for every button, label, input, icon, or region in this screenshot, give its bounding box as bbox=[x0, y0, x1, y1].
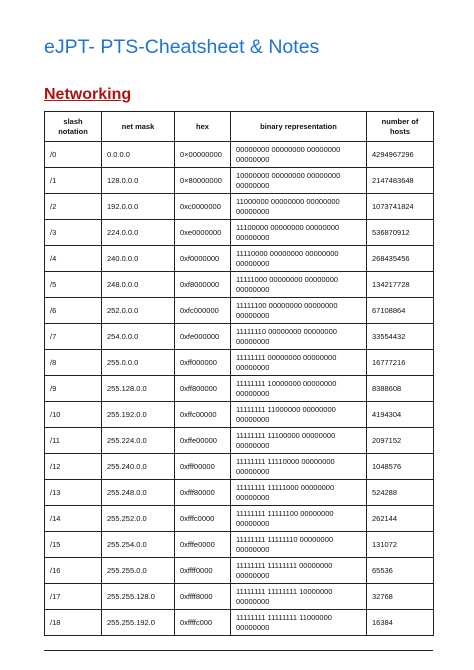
cell-binary: 11111111 11111111 00000000 00000000 bbox=[231, 558, 367, 584]
cell-slash: /2 bbox=[45, 194, 102, 220]
cell-binary: 11111111 10000000 00000000 00000000 bbox=[231, 376, 367, 402]
cell-netmask: 255.255.128.0 bbox=[102, 584, 175, 610]
cell-binary: 11111111 11110000 00000000 00000000 bbox=[231, 454, 367, 480]
cell-hex: 0xfe000000 bbox=[175, 324, 231, 350]
cell-netmask: 255.192.0.0 bbox=[102, 402, 175, 428]
table-row bbox=[45, 480, 434, 506]
cell-hex: 0xffe00000 bbox=[175, 428, 231, 454]
cell-hex: 0xe0000000 bbox=[175, 220, 231, 246]
cell-binary: 11111111 11111111 11000000 00000000 bbox=[231, 610, 367, 636]
cell-netmask: 255.128.0.0 bbox=[102, 376, 175, 402]
section-heading: Networking bbox=[44, 86, 132, 103]
cell-binary: 11111000 00000000 00000000 00000000 bbox=[231, 272, 367, 298]
table-row bbox=[45, 168, 434, 194]
cell-slash: /10 bbox=[45, 402, 102, 428]
header-text: hex bbox=[196, 121, 209, 131]
cell-slash: /16 bbox=[45, 558, 102, 584]
cell-hex: 0xf0000000 bbox=[175, 246, 231, 272]
header-net-mask bbox=[102, 112, 175, 142]
cell-hosts: 131072 bbox=[367, 532, 434, 558]
cell-binary: 11111111 11111100 00000000 00000000 bbox=[231, 506, 367, 532]
cell-hex: 0xffffc000 bbox=[175, 610, 231, 636]
cell-binary: 11111111 11111111 10000000 00000000 bbox=[231, 584, 367, 610]
cell-netmask: 0.0.0.0 bbox=[102, 142, 175, 168]
cell-slash: /14 bbox=[45, 506, 102, 532]
cell-netmask: 255.255.0.0 bbox=[102, 558, 175, 584]
cell-hex: 0xfff80000 bbox=[175, 480, 231, 506]
header-text: notation bbox=[58, 126, 88, 136]
cell-slash: /17 bbox=[45, 584, 102, 610]
header-text: slash bbox=[63, 116, 83, 126]
cell-netmask: 255.0.0.0 bbox=[102, 350, 175, 376]
cell-netmask: 240.0.0.0 bbox=[102, 246, 175, 272]
cell-hex: 0xf8000000 bbox=[175, 272, 231, 298]
cell-hex: 0xc0000000 bbox=[175, 194, 231, 220]
table-row bbox=[45, 194, 434, 220]
table-body bbox=[45, 142, 434, 636]
cell-hosts: 67108864 bbox=[367, 298, 434, 324]
cell-binary: 11111111 11000000 00000000 00000000 bbox=[231, 402, 367, 428]
cell-netmask: 254.0.0.0 bbox=[102, 324, 175, 350]
cell-hosts: 8388608 bbox=[367, 376, 434, 402]
cell-slash: /3 bbox=[45, 220, 102, 246]
cell-binary: 11000000 00000000 00000000 00000000 bbox=[231, 194, 367, 220]
cell-hex: 0xff000000 bbox=[175, 350, 231, 376]
cell-netmask: 255.254.0.0 bbox=[102, 532, 175, 558]
cell-netmask: 255.224.0.0 bbox=[102, 428, 175, 454]
header-binary-representation bbox=[231, 112, 367, 142]
cell-slash: /8 bbox=[45, 350, 102, 376]
table-row bbox=[45, 142, 434, 168]
header-text: hosts bbox=[389, 126, 410, 136]
cell-hex: 0×80000000 bbox=[175, 168, 231, 194]
header-text: number of bbox=[381, 116, 419, 126]
cell-hosts: 33554432 bbox=[367, 324, 434, 350]
cell-netmask: 255.252.0.0 bbox=[102, 506, 175, 532]
cell-slash: /11 bbox=[45, 428, 102, 454]
table-row bbox=[45, 402, 434, 428]
cell-netmask: 255.248.0.0 bbox=[102, 480, 175, 506]
cell-netmask: 248.0.0.0 bbox=[102, 272, 175, 298]
document-title: eJPT- PTS-Cheatsheet & Notes bbox=[44, 36, 320, 58]
cell-binary: 11111100 00000000 00000000 00000000 bbox=[231, 298, 367, 324]
cell-slash: /18 bbox=[45, 610, 102, 636]
cell-binary: 11111110 00000000 00000000 00000000 bbox=[231, 324, 367, 350]
cell-slash: /15 bbox=[45, 532, 102, 558]
cell-binary: 11111111 11111000 00000000 00000000 bbox=[231, 480, 367, 506]
table-row bbox=[45, 324, 434, 350]
cell-hosts: 4194304 bbox=[367, 402, 434, 428]
cell-hosts: 1073741824 bbox=[367, 194, 434, 220]
cell-hosts: 536870912 bbox=[367, 220, 434, 246]
cell-binary: 11111111 11111110 00000000 00000000 bbox=[231, 532, 367, 558]
cell-hosts: 524288 bbox=[367, 480, 434, 506]
cell-slash: /4 bbox=[45, 246, 102, 272]
cell-hex: 0xfff00000 bbox=[175, 454, 231, 480]
cell-slash: /1 bbox=[45, 168, 102, 194]
cell-hosts: 4294967296 bbox=[367, 142, 434, 168]
header-hex bbox=[175, 112, 231, 142]
table-row bbox=[45, 350, 434, 376]
cell-netmask: 255.240.0.0 bbox=[102, 454, 175, 480]
page-bottom-rule bbox=[44, 650, 433, 651]
cell-hex: 0xfc000000 bbox=[175, 298, 231, 324]
table-row bbox=[45, 246, 434, 272]
table-row bbox=[45, 272, 434, 298]
cell-binary: 10000000 00000000 00000000 00000000 bbox=[231, 168, 367, 194]
cell-netmask: 128.0.0.0 bbox=[102, 168, 175, 194]
cell-binary: 11110000 00000000 00000000 00000000 bbox=[231, 246, 367, 272]
cell-hosts: 16777216 bbox=[367, 350, 434, 376]
table-row bbox=[45, 506, 434, 532]
cell-binary: 11111111 00000000 00000000 00000000 bbox=[231, 350, 367, 376]
cell-hosts: 16384 bbox=[367, 610, 434, 636]
cell-hex: 0×00000000 bbox=[175, 142, 231, 168]
header-text: binary representation bbox=[260, 121, 337, 131]
cell-hex: 0xffff8000 bbox=[175, 584, 231, 610]
table-row bbox=[45, 454, 434, 480]
table-row bbox=[45, 584, 434, 610]
cell-netmask: 252.0.0.0 bbox=[102, 298, 175, 324]
table-header-row bbox=[45, 112, 434, 142]
cell-hex: 0xffc00000 bbox=[175, 402, 231, 428]
table-row bbox=[45, 220, 434, 246]
cell-netmask: 192.0.0.0 bbox=[102, 194, 175, 220]
cell-binary: 00000000 00000000 00000000 00000000 bbox=[231, 142, 367, 168]
cell-netmask: 224.0.0.0 bbox=[102, 220, 175, 246]
cell-slash: /6 bbox=[45, 298, 102, 324]
cell-hex: 0xfffe0000 bbox=[175, 532, 231, 558]
cell-hosts: 2097152 bbox=[367, 428, 434, 454]
cell-netmask: 255.255.192.0 bbox=[102, 610, 175, 636]
table-row bbox=[45, 610, 434, 636]
cell-hosts: 32768 bbox=[367, 584, 434, 610]
cell-slash: /5 bbox=[45, 272, 102, 298]
table-row bbox=[45, 558, 434, 584]
cell-slash: /12 bbox=[45, 454, 102, 480]
cell-hosts: 262144 bbox=[367, 506, 434, 532]
table-row bbox=[45, 428, 434, 454]
cell-binary: 11111111 11100000 00000000 00000000 bbox=[231, 428, 367, 454]
cell-hosts: 1048576 bbox=[367, 454, 434, 480]
table-row bbox=[45, 298, 434, 324]
cell-slash: /7 bbox=[45, 324, 102, 350]
cell-slash: /13 bbox=[45, 480, 102, 506]
header-number-of-hosts bbox=[367, 112, 434, 142]
cell-hosts: 268435456 bbox=[367, 246, 434, 272]
cell-hosts: 65536 bbox=[367, 558, 434, 584]
subnet-table bbox=[44, 111, 434, 636]
cell-hex: 0xfffc0000 bbox=[175, 506, 231, 532]
cell-hosts: 2147483648 bbox=[367, 168, 434, 194]
header-slash-notation bbox=[45, 112, 102, 142]
table-row bbox=[45, 532, 434, 558]
table-row bbox=[45, 376, 434, 402]
cell-slash: /9 bbox=[45, 376, 102, 402]
cell-slash: /0 bbox=[45, 142, 102, 168]
cell-hosts: 134217728 bbox=[367, 272, 434, 298]
cell-binary: 11100000 00000000 00000000 00000000 bbox=[231, 220, 367, 246]
header-text: net mask bbox=[121, 121, 155, 131]
cell-hex: 0xffff0000 bbox=[175, 558, 231, 584]
cell-hex: 0xff800000 bbox=[175, 376, 231, 402]
